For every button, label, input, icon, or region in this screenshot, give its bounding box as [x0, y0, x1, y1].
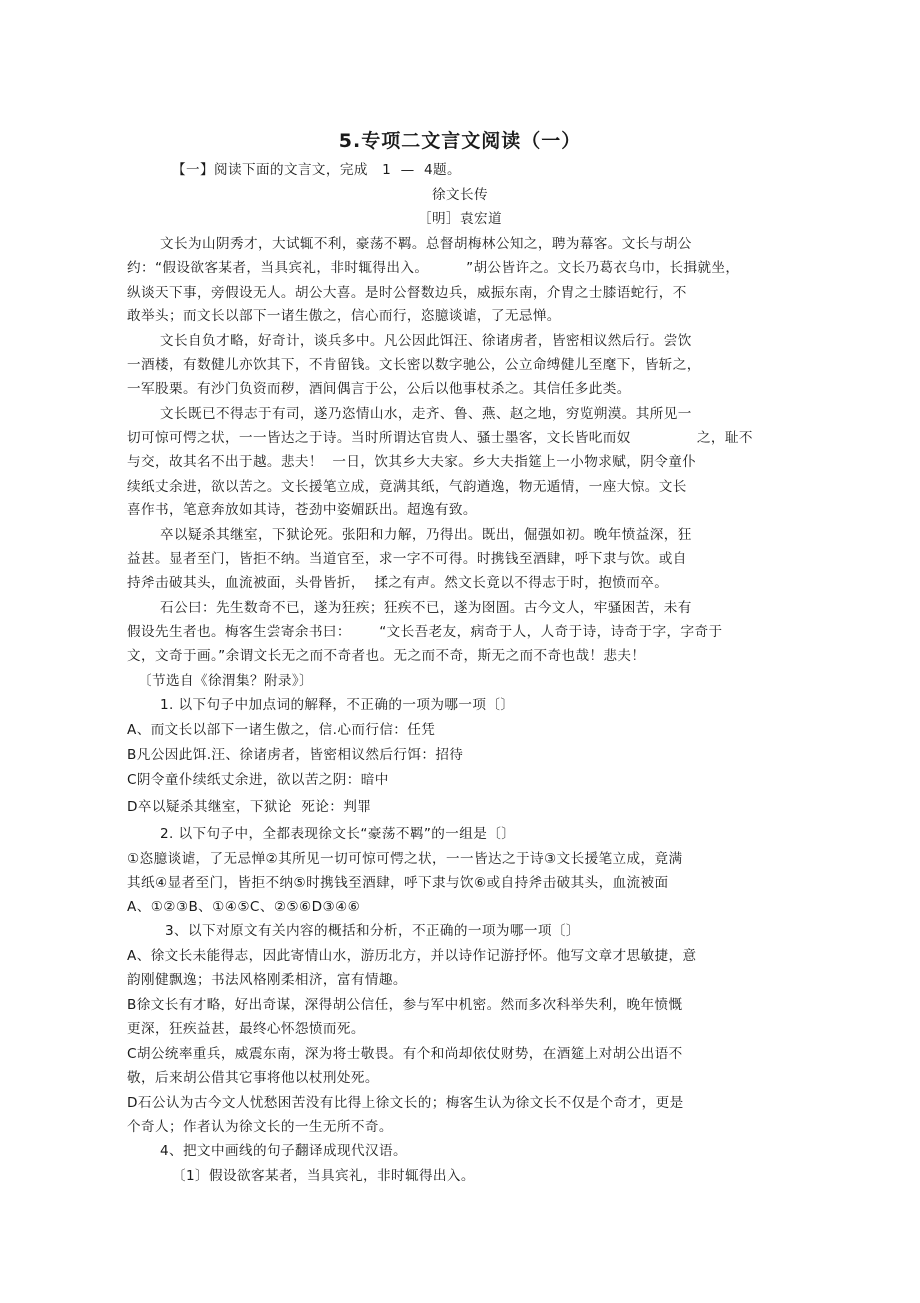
- option-line: A、而文长以部下一诸生傲之，信.心而行信：任凭: [127, 722, 436, 738]
- text-line: 一酒楼，有数健儿亦饮其下，不肯留钱。文长密以数字驰公，公立命缚健儿至麾下，皆斩之，: [127, 357, 701, 373]
- text-line: 卒以疑杀其继室，下狱论死。张阳和力解，乃得出。既出，倔强如初。晚年愤益深，狂: [160, 527, 692, 543]
- option-line: 韵刚健飘逸；书法风格刚柔相济，富有情趣。: [127, 972, 407, 988]
- text-line: 喜作书，笔意奔放如其诗，苍劲中姿媚跃出。超逸有致。: [127, 502, 477, 518]
- text-line: 假设先生者也。梅客生尝寄余书曰： “文长吾老友，病奇于人，人奇于诗，诗奇于字，字奇于: [127, 624, 723, 640]
- text-line: 续纸丈余进，欲以苦之。文长援笔立成，竟满其纸，气韵遒逸，物无遁情，一座大惊。文长: [127, 479, 687, 495]
- option-line: 更深，狂疾益甚，最终心怀怨愤而死。: [127, 1021, 365, 1037]
- intro-instruction: 【一】阅读下面的文言文，完成 1 — 4题。: [172, 162, 462, 178]
- option-line: A、①②③B、①④⑤C、②⑤⑥D③④⑥: [127, 899, 361, 915]
- option-line: 敬，后来胡公借其它事将他以杖刑处死。: [127, 1070, 379, 1086]
- text-line: 与交，故其名不出于越。悲夫！ 一日，饮其乡大夫家。乡大夫指筵上一小物求赋，阴令童仆: [127, 454, 697, 470]
- option-line: 个奇人；作者认为徐文长的一生无所不奇。: [127, 1119, 393, 1135]
- text-line: 敢举头；而文长以部下一诸生傲之，信心而行，恣臆谈谑，了无忌惮。: [127, 308, 561, 324]
- text-line: 切可惊可愕之状，一一皆达之于诗。当时所谓达官贵人、骚士墨客，文长皆叱而奴 之，耻不: [127, 430, 753, 446]
- article-title: 徐文长传: [432, 187, 488, 203]
- text-line: 文长自负才略，好奇计，谈兵多中。凡公因此饵汪、徐诸虏者，皆密相议然后行。尝饮: [160, 333, 692, 349]
- question-2: 2. 以下句子中，全都表现徐文长“豪荡不羁”的一组是〔〕: [160, 826, 516, 842]
- text-line: 益甚。显者至门，皆拒不纳。当道官至，求一字不可得。时携钱至酒肆，呼下隶与饮。或自: [127, 551, 687, 567]
- option-line: A、徐文长未能得志，因此寄情山水，游历北方，并以诗作记游抒怀。他写文章才思敏捷，意: [127, 948, 697, 964]
- text-line: 约：“假设欲客某者，当具宾礼，非时辄得出入。 ”胡公皆许之。文长乃葛衣乌巾，长揖就坐，: [127, 260, 740, 276]
- page-title: 5.专项二文言文阅读（一）: [338, 130, 582, 152]
- question-1: 1. 以下句子中加点词的解释，不正确的一项为哪一项〔〕: [160, 697, 515, 713]
- source-note: 〔节选自《徐渭集？附录》〕: [138, 673, 314, 689]
- text-line: 石公曰：先生数奇不已，遂为狂疾；狂疾不已，遂为囹圄。古今文人，牢骚困苦，未有: [160, 600, 692, 616]
- option-line: D卒以疑杀其继室，下狱论 死论：判罪: [127, 799, 372, 815]
- text-line: 纵谈天下事，旁假设无人。胡公大喜。是时公督数边兵，威振东南，介胄之士膝语蛇行，不: [127, 285, 687, 301]
- question-3: 3、以下对原文有关内容的概括和分析，不正确的一项为哪一项〔〕: [165, 923, 580, 939]
- sub-question-1: 〔1〕假设欲客某者，当具宾礼，非时辄得出入。: [172, 1168, 475, 1184]
- text-line: 一军股栗。有沙门负资而秽，酒间偶言于公，公后以他事杖杀之。其信任多此类。: [127, 381, 631, 397]
- text-line: 文，文奇于画。”余谓文长无之而不奇者也。无之而不奇，斯无之而不奇也哉！悲夫！: [127, 648, 646, 664]
- option-line: B凡公因此饵.汪、徐诸虏者，皆密相议然后行饵：招待: [127, 747, 464, 763]
- option-line: B徐文长有才略，好出奇谋，深得胡公信任，参与军中机密。然而多次科举失利，晚年愤慨: [127, 997, 683, 1013]
- option-line: D石公认为古今文人忧愁困苦没有比得上徐文长的；梅客生认为徐文长不仅是个奇才，更是: [127, 1095, 684, 1111]
- question-4: 4、把文中画线的句子翻译成现代汉语。: [160, 1143, 407, 1159]
- option-line: ①恣臆谈谑，了无忌惮②其所见一切可惊可愕之状，一一皆达之于诗③文长援笔立成，竟满: [127, 851, 683, 867]
- article-author: ［明］袁宏道: [418, 211, 502, 227]
- text-line: 文长既已不得志于有司，遂乃恣情山水，走齐、鲁、燕、赵之地，穷览朔漠。其所见一: [160, 406, 692, 422]
- text-line: 文长为山阴秀才，大试辄不利，豪荡不羁。总督胡梅林公知之，聘为幕客。文长与胡公: [160, 236, 692, 252]
- option-line: C胡公统率重兵，威震东南，深为将士敬畏。有个和尚却依仗财势，在酒筵上对胡公出语不: [127, 1046, 683, 1062]
- text-line: 持斧击破其头，血流被面，头骨皆折， 揉之有声。然文长竟以不得志于时，抱愤而卒。: [127, 575, 669, 591]
- option-line: C阴令童仆续纸丈余进，欲以苦之阴：暗中: [127, 772, 389, 788]
- option-line: 其纸④显者至门，皆拒不纳⑤时携钱至酒肆，呼下隶与饮⑥或自持斧击破其头，血流被面: [127, 875, 669, 891]
